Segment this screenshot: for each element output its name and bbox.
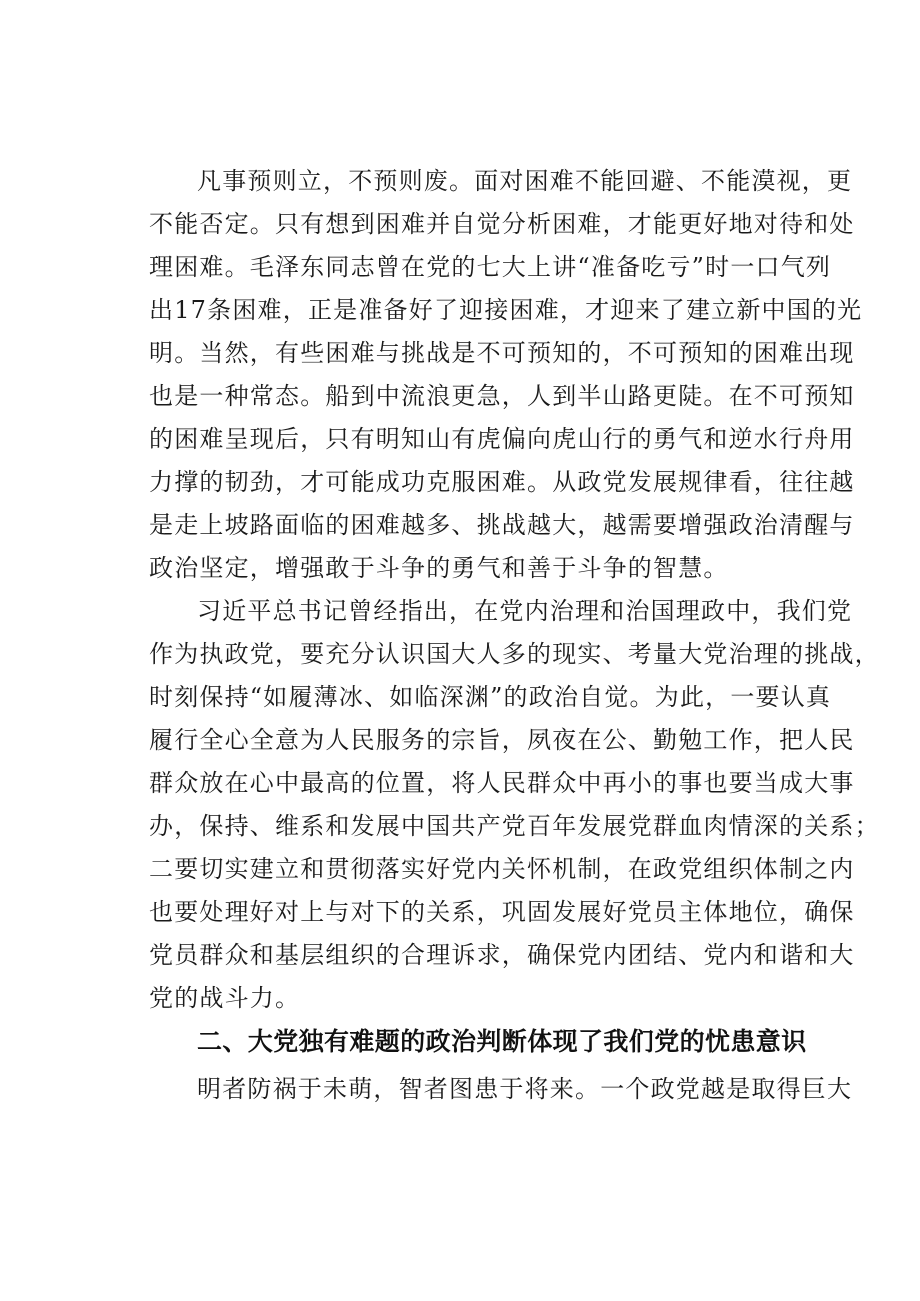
paragraph-line: 党员群众和基层组织的合理诉求，确保党内团结、党内和谐和大 xyxy=(149,941,855,969)
paragraph-line: 作为执政党，要充分认识国大人多的现实、考量大党治理的挑战， xyxy=(149,640,880,668)
paragraph-line: 也是一种常态。船到中流浪更急，人到半山路更陡。在不可预知 xyxy=(149,382,855,410)
paragraph-line: 二要切实建立和贯彻落实好党内关怀机制，在政党组织体制之内 xyxy=(149,855,855,883)
paragraph-line: 履行全心全意为人民服务的宗旨，夙夜在公、勤勉工作，把人民 xyxy=(149,726,855,754)
paragraph-line: 不能否定。只有想到困难并自觉分析困难，才能更好地对待和处 xyxy=(149,210,855,238)
paragraph-line: 政治坚定，增强敢于斗争的勇气和善于斗争的智慧。 xyxy=(149,554,729,582)
paragraph-line: 明者防祸于未萌，智者图患于将来。一个政党越是取得巨大 xyxy=(197,1075,853,1103)
paragraph-line: 出17条困难，正是准备好了迎接困难，才迎来了建立新中国的光 xyxy=(149,296,863,324)
paragraph-line: 时刻保持“如履薄冰、如临深渊”的政治自觉。为此，一要认真 xyxy=(149,683,832,711)
paragraph-line: 明。当然，有些困难与挑战是不可预知的，不可预知的困难出现 xyxy=(149,339,855,367)
paragraph-line: 也要处理好对上与对下的关系，巩固发展好党员主体地位，确保 xyxy=(149,898,855,926)
section-heading: 二、大党独有难题的政治判断体现了我们党的忧患意识 xyxy=(197,1027,807,1056)
paragraph-line: 力撑的韧劲，才可能成功克服困难。从政党发展规律看，往往越 xyxy=(149,468,855,496)
paragraph-line: 是走上坡路面临的困难越多、挑战越大，越需要增强政治清醒与 xyxy=(149,511,855,539)
paragraph-line: 凡事预则立，不预则废。面对困难不能回避、不能漠视，更 xyxy=(197,167,853,195)
paragraph-line: 党的战斗力。 xyxy=(149,984,301,1012)
paragraph-line: 理困难。毛泽东同志曾在党的七大上讲“准备吃亏”时一口气列 xyxy=(149,253,832,281)
paragraph-line: 习近平总书记曾经指出，在党内治理和治国理政中，我们党 xyxy=(197,597,853,625)
paragraph-line: 办，保持、维系和发展中国共产党百年发展党群血肉情深的关系； xyxy=(149,812,880,840)
paragraph-line: 的困难呈现后，只有明知山有虎偏向虎山行的勇气和逆水行舟用 xyxy=(149,425,855,453)
paragraph-line: 群众放在心中最高的位置，将人民群众中再小的事也要当成大事 xyxy=(149,769,855,797)
